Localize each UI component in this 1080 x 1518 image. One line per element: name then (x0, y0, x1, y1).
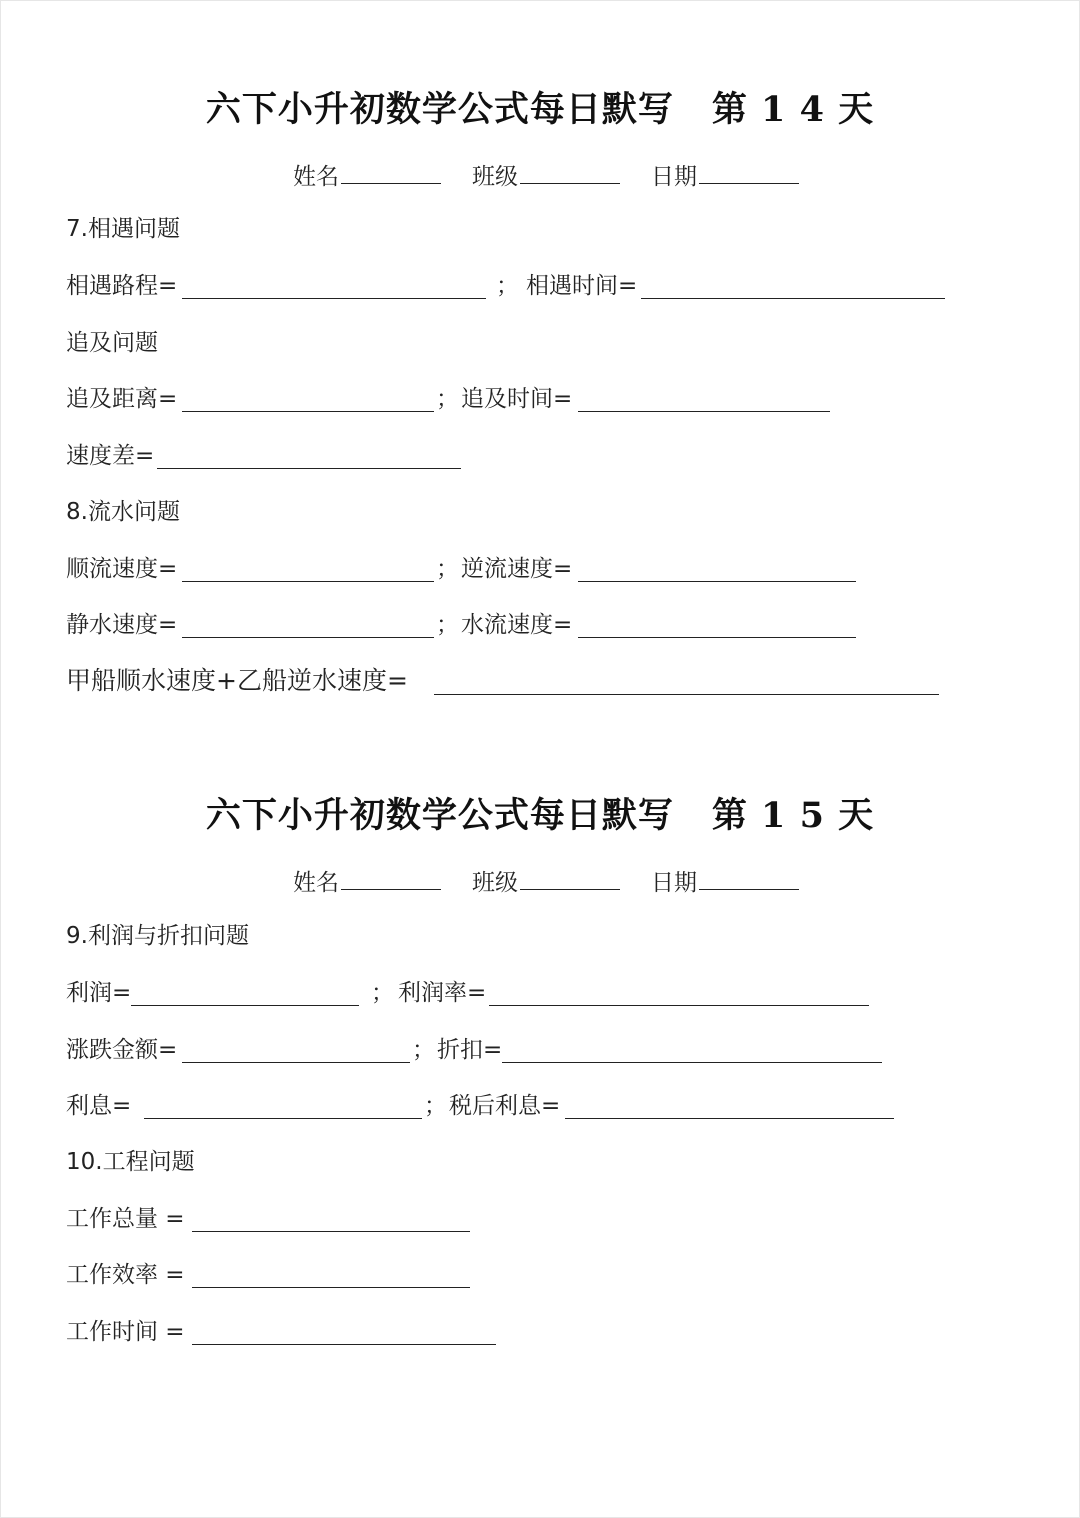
profit-label: 利润= (66, 980, 132, 1006)
profit-rate-label: 利润率= (398, 980, 487, 1006)
price-change-label: 涨跌金额= (66, 1037, 178, 1063)
after-tax-interest-blank[interactable] (565, 1118, 894, 1119)
separator-semicolon: ； (424, 1093, 447, 1119)
profit-blank[interactable] (131, 1005, 359, 1006)
speed-diff-blank[interactable] (157, 468, 461, 469)
date-blank[interactable] (699, 867, 799, 890)
day15-date-field[interactable] (651, 864, 799, 897)
downstream-blank[interactable] (182, 581, 434, 582)
class-label: 班级 (472, 164, 518, 190)
separator-semicolon: ； (412, 1037, 435, 1063)
meet-distance-label: 相遇路程= (66, 273, 178, 299)
day14-title-main: 六下小升初数学公式每日默写 (205, 89, 674, 130)
day14-name-field[interactable] (293, 158, 441, 191)
chase-time-label: 追及时间= (461, 386, 573, 412)
separator-semicolon: ； (371, 980, 394, 1006)
current-speed-blank[interactable] (578, 637, 856, 638)
discount-blank[interactable] (502, 1062, 882, 1063)
day14-date-field[interactable] (651, 158, 799, 191)
upstream-blank[interactable] (578, 581, 856, 582)
upstream-label: 逆流速度= (461, 556, 573, 582)
profit-rate-blank[interactable] (489, 1005, 869, 1006)
total-work-label: 工作总量 = (66, 1206, 185, 1232)
downstream-label: 顺流速度= (66, 556, 178, 582)
name-blank[interactable] (341, 161, 441, 184)
separator-semicolon: ； (436, 556, 459, 582)
day15-name-field[interactable] (293, 864, 441, 897)
interest-blank[interactable] (144, 1118, 422, 1119)
date-label: 日期 (651, 164, 697, 190)
chase-distance-blank[interactable] (182, 411, 434, 412)
day15-class-field[interactable] (472, 864, 620, 897)
date-blank[interactable] (699, 161, 799, 184)
section-heading-meeting: 7.相遇问题 (66, 216, 180, 242)
total-work-blank[interactable] (192, 1231, 470, 1232)
day14-title (0, 82, 1080, 132)
separator-semicolon: ； (496, 273, 519, 299)
section-heading-current: 8.流水问题 (66, 499, 180, 525)
date-label: 日期 (651, 870, 697, 896)
section-heading-work: 10.工程问题 (66, 1149, 195, 1175)
still-water-blank[interactable] (182, 637, 434, 638)
price-change-blank[interactable] (182, 1062, 410, 1063)
work-time-label: 工作时间 = (66, 1319, 185, 1345)
section-heading-chase: 追及问题 (66, 330, 158, 356)
interest-label: 利息= (66, 1093, 132, 1119)
combined-speed-blank[interactable] (434, 694, 939, 695)
day15-title-day: 第 1 5 天 (711, 795, 875, 836)
efficiency-blank[interactable] (192, 1287, 470, 1288)
still-water-label: 静水速度= (66, 612, 178, 638)
current-speed-label: 水流速度= (461, 612, 573, 638)
meet-time-label: 相遇时间= (526, 273, 638, 299)
chase-distance-label: 追及距离= (66, 386, 178, 412)
separator-semicolon: ； (436, 612, 459, 638)
class-blank[interactable] (520, 161, 620, 184)
meet-distance-blank[interactable] (182, 298, 486, 299)
day14-title-day: 第 1 4 天 (711, 89, 875, 130)
day15-title-main: 六下小升初数学公式每日默写 (205, 795, 674, 836)
efficiency-label: 工作效率 = (66, 1262, 185, 1288)
name-blank[interactable] (341, 867, 441, 890)
name-label: 姓名 (293, 870, 339, 896)
section-heading-profit: 9.利润与折扣问题 (66, 923, 249, 949)
speed-diff-label: 速度差= (66, 443, 155, 469)
combined-speed-label: 甲船顺水速度+乙船逆水速度= (66, 666, 408, 695)
class-label: 班级 (472, 870, 518, 896)
work-time-blank[interactable] (192, 1344, 496, 1345)
day14-class-field[interactable] (472, 158, 620, 191)
after-tax-interest-label: 税后利息= (449, 1093, 561, 1119)
meet-time-blank[interactable] (641, 298, 945, 299)
class-blank[interactable] (520, 867, 620, 890)
day15-title (0, 788, 1080, 838)
discount-label: 折扣= (437, 1037, 503, 1063)
chase-time-blank[interactable] (578, 411, 830, 412)
separator-semicolon: ； (436, 386, 459, 412)
name-label: 姓名 (293, 164, 339, 190)
